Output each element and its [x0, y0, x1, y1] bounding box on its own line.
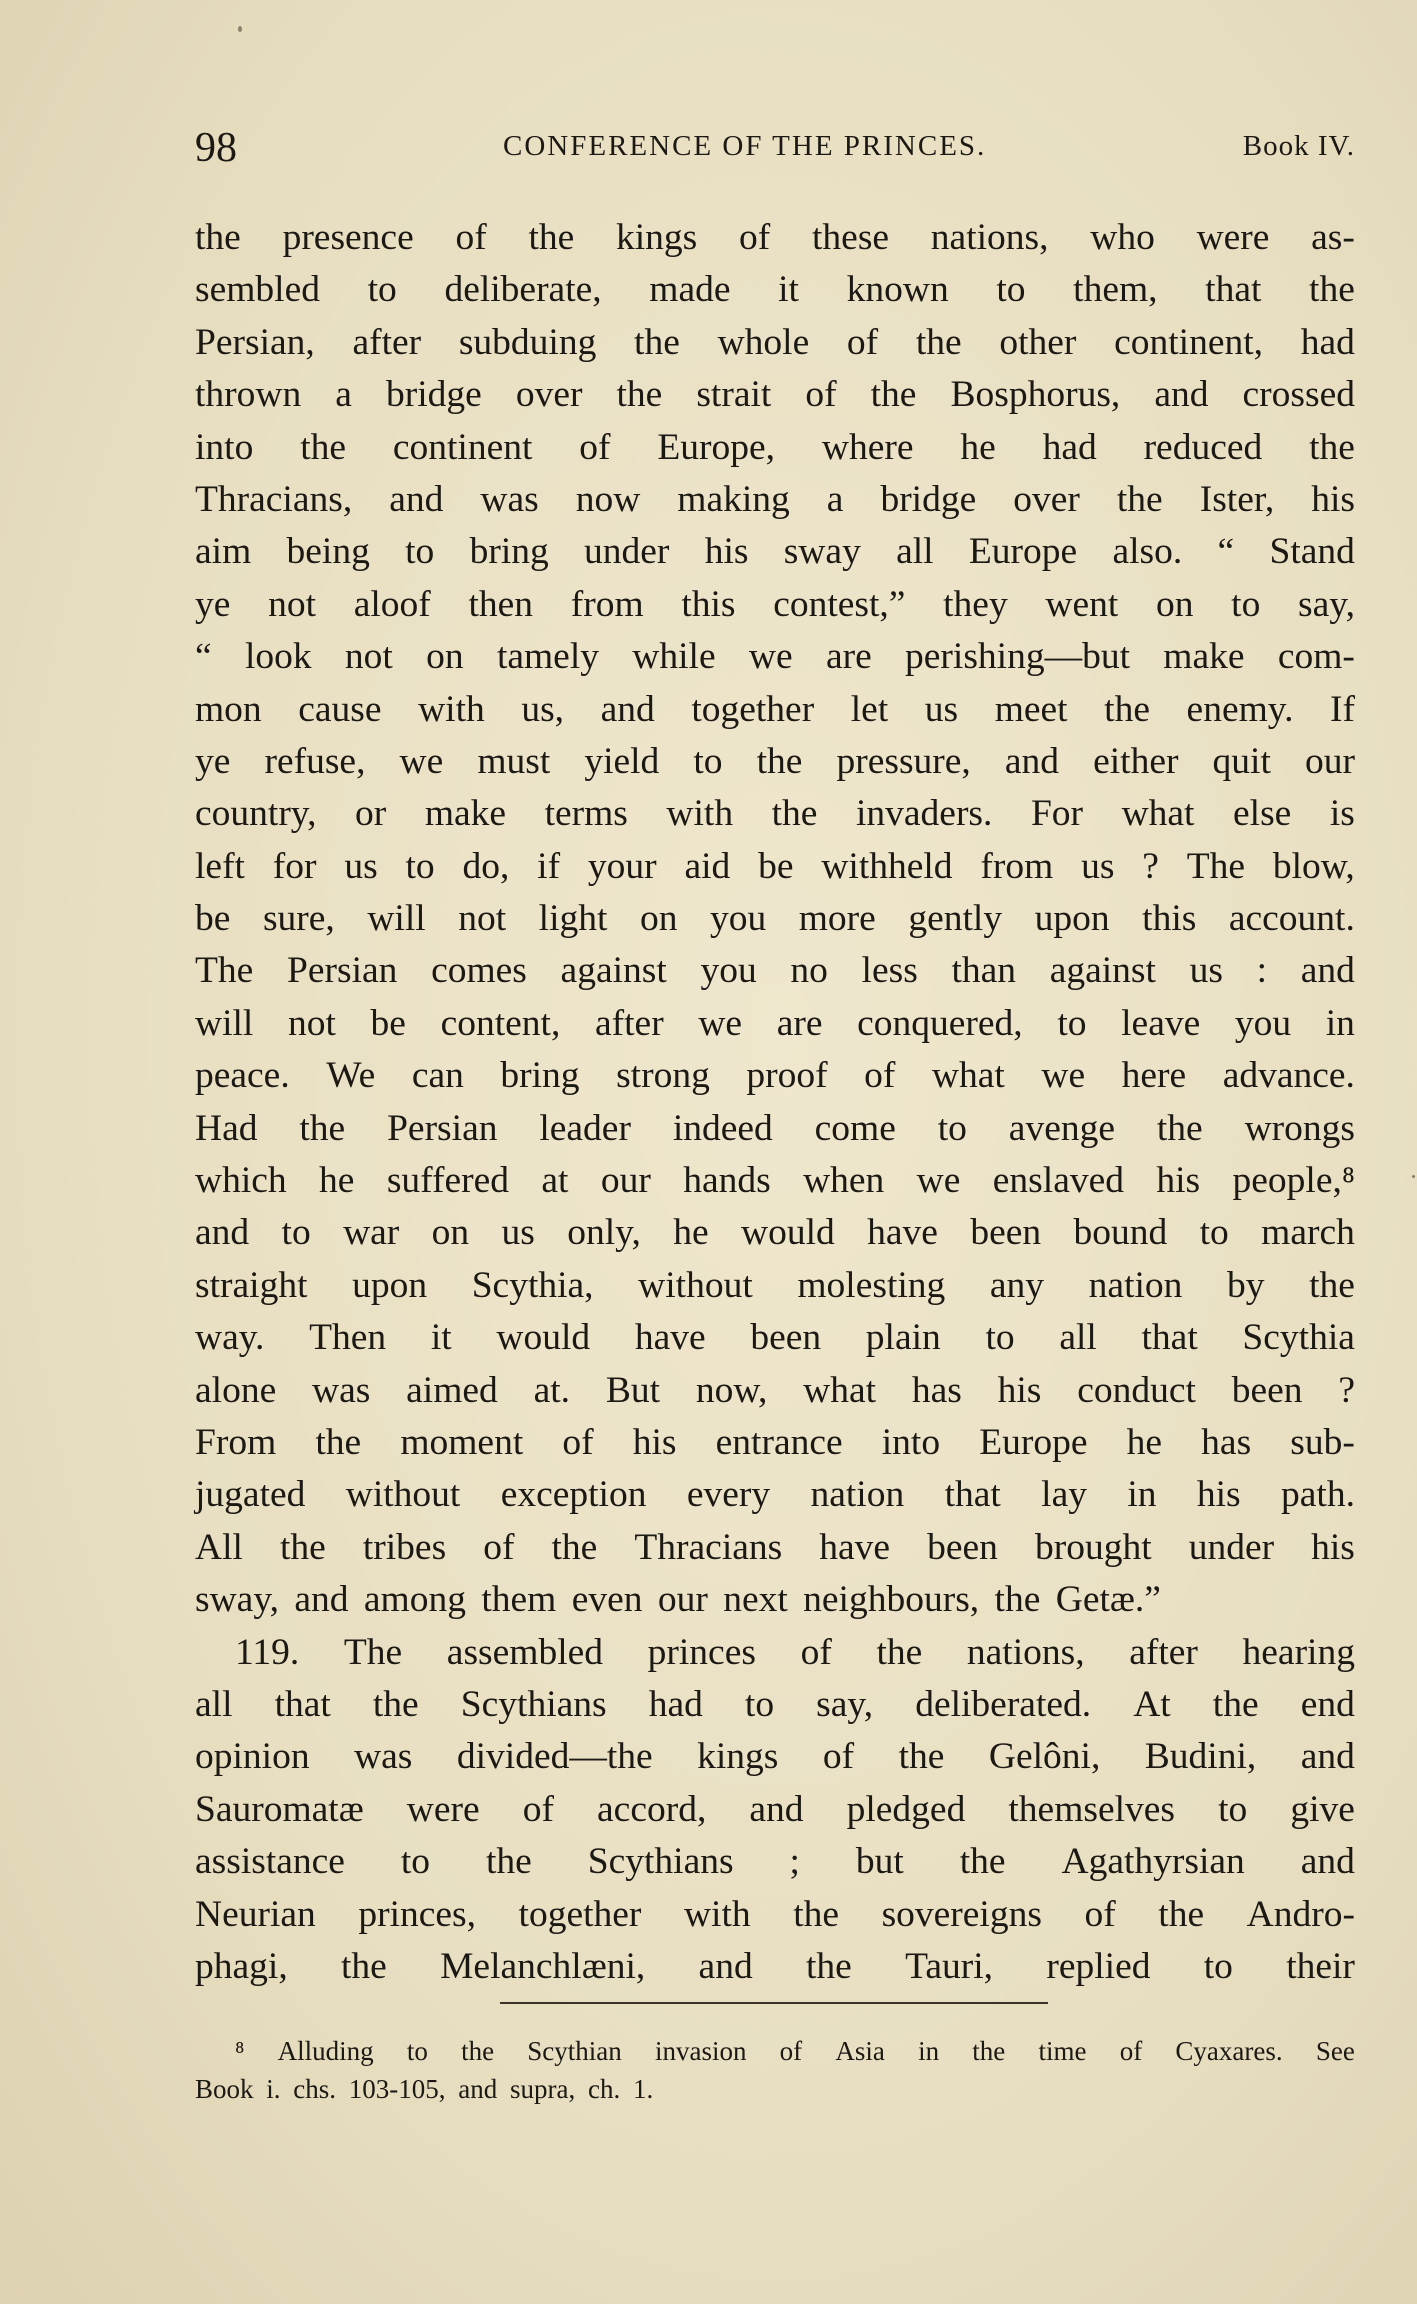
- text-line: Persian, after subduing the whole of the other continent, had: [195, 321, 1355, 363]
- text-line: aim being to bring under his sway all Europe also. “ Stand: [195, 531, 1355, 573]
- paragraph-end-line: sway, and among them even our next neighbours, the Getæ.”: [195, 1579, 1161, 1621]
- footnote: [195, 2032, 1355, 2108]
- text-line: way. Then it would have been plain to all that Scythia: [195, 1317, 1355, 1359]
- text-line: Had the Persian leader indeed come to avenge the wrongs: [195, 1107, 1355, 1149]
- page-number: 98: [195, 125, 237, 171]
- text-line: jugated without exception every nation that lay in his path.: [195, 1474, 1355, 1516]
- text-line: alone was aimed at. But now, what has his conduct been ?: [195, 1369, 1355, 1411]
- book-label: Book IV.: [1242, 130, 1355, 162]
- footnote-line: Book i. chs. 103-105, and supra, ch. 1.: [195, 2074, 654, 2104]
- text-line: straight upon Scythia, without molesting any nation by the: [195, 1264, 1355, 1306]
- text-line: Sauromatæ were of accord, and pledged themselves to give: [195, 1788, 1355, 1830]
- text-line: left for us to do, if your aid be withheld from us ? The blow,: [195, 845, 1355, 887]
- text-line: All the tribes of the Thracians have been brought under his: [195, 1526, 1355, 1568]
- running-header: [195, 124, 1365, 174]
- text-line: phagi, the Melanchlæni, and the Tauri, replied to their: [195, 1945, 1355, 1987]
- text-line: ye not aloof then from this contest,” they went on to say,: [195, 583, 1355, 625]
- text-line: From the moment of his entrance into Europe he has sub-: [195, 1421, 1355, 1463]
- text-line: will not be content, after we are conquered, to leave you in: [195, 1002, 1355, 1044]
- text-line: The Persian comes against you no less than against us : and: [195, 950, 1355, 992]
- footnote-line: ⁸ Alluding to the Scythian invasion of Asia in the time of Cyaxares. See: [235, 2036, 1355, 2066]
- text-line: Thracians, and was now making a bridge over the Ister, his: [195, 478, 1355, 520]
- text-line: the presence of the kings of these nations, who were as-: [195, 217, 1355, 258]
- text-line: all that the Scythians had to say, deliberated. At the end: [195, 1683, 1355, 1725]
- text-line: peace. We can bring strong proof of what we here advance.: [195, 1055, 1355, 1097]
- running-title: CONFERENCE OF THE PRINCES.: [503, 130, 987, 162]
- text-line: be sure, will not light on you more gently upon this account.: [195, 898, 1355, 940]
- text-line: Neurian princes, together with the sovereigns of the Andro-: [195, 1893, 1355, 1935]
- text-line: country, or make terms with the invaders. For what else is: [195, 793, 1355, 835]
- section-start-line: 119. The assembled princes of the nations, after hearing: [235, 1631, 1355, 1673]
- text-line: into the continent of Europe, where he had reduced the: [195, 426, 1355, 468]
- footnote-divider: [500, 2002, 1048, 2004]
- paper-speck: [1412, 1175, 1415, 1178]
- text-line: mon cause with us, and together let us meet the enemy. If: [195, 688, 1355, 730]
- body-text: [195, 212, 1355, 1993]
- text-line: “ look not on tamely while we are perishing—but make com-: [195, 636, 1355, 678]
- text-line: and to war on us only, he would have been bound to march: [195, 1212, 1355, 1254]
- paper-speck: [238, 26, 242, 32]
- text-line: sembled to deliberate, made it known to them, that the: [195, 269, 1355, 311]
- text-line: ye refuse, we must yield to the pressure, and either quit our: [195, 740, 1355, 782]
- text-line: assistance to the Scythians ; but the Agathyrsian and: [195, 1841, 1355, 1883]
- text-line: opinion was divided—the kings of the Gelôni, Budini, and: [195, 1736, 1355, 1778]
- text-line: which he suffered at our hands when we enslaved his people,⁸: [195, 1160, 1355, 1202]
- text-line: thrown a bridge over the strait of the Bosphorus, and crossed: [195, 374, 1355, 416]
